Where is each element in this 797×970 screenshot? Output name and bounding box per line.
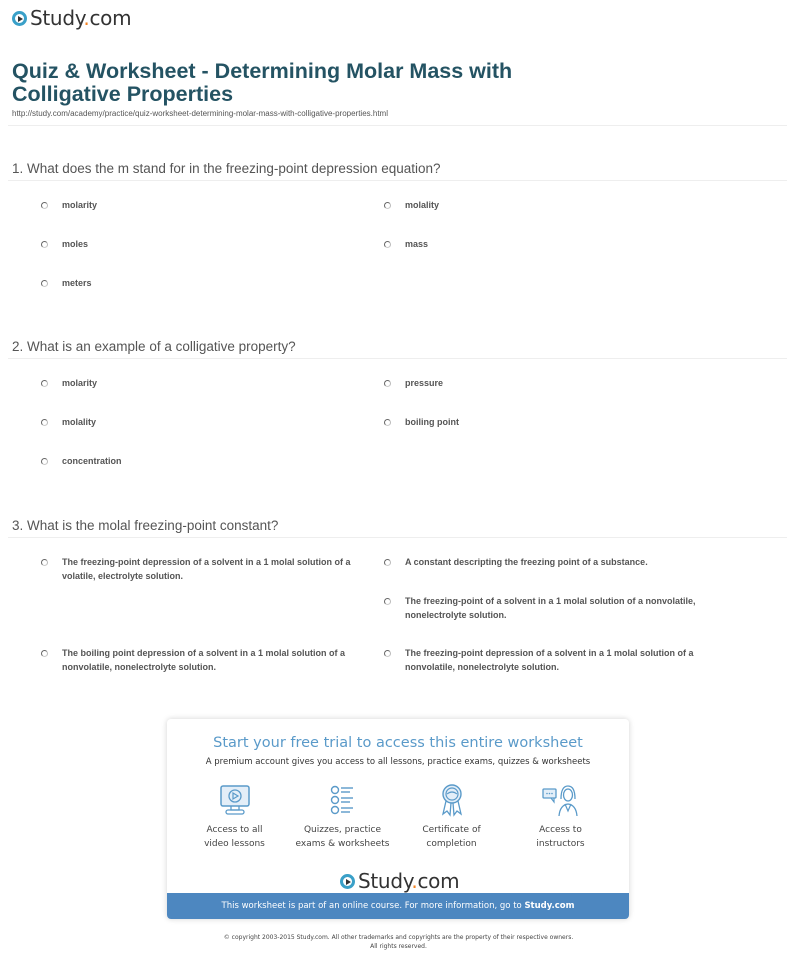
feature-instructors: Access to instructors bbox=[503, 783, 618, 851]
q1-option-moles[interactable]: moles bbox=[41, 237, 362, 251]
question-3: 3. What is the molal freezing-point constant? bbox=[12, 518, 279, 533]
feature-video-lessons: Access to all video lessons bbox=[177, 783, 292, 851]
radio-button[interactable] bbox=[41, 280, 48, 287]
course-info-bar: This worksheet is part of an online course. For more information, go to Study.com bbox=[167, 893, 629, 919]
promo-headline[interactable]: Start your free trial to access this entire worksheet bbox=[213, 735, 583, 751]
radio-button[interactable] bbox=[384, 419, 391, 426]
divider bbox=[8, 125, 787, 126]
instructor-chat-icon bbox=[541, 783, 581, 817]
radio-button[interactable] bbox=[41, 419, 48, 426]
q1-option-molality[interactable]: molality bbox=[384, 198, 705, 212]
q3-option-b[interactable]: A constant descripting the freezing point of a substance. bbox=[384, 555, 705, 569]
q3-option-d[interactable]: The boiling point depression of a solvent in a 1 molal solution of a nonvolatile, nonelectrolyte solution. bbox=[41, 646, 362, 674]
q2-option-molarity[interactable]: molarity bbox=[41, 376, 362, 390]
radio-button[interactable] bbox=[384, 241, 391, 248]
radio-button[interactable] bbox=[41, 650, 48, 657]
q2-option-molality[interactable]: molality bbox=[41, 415, 362, 429]
radio-button[interactable] bbox=[384, 559, 391, 566]
divider bbox=[8, 358, 787, 359]
study-link[interactable]: Study.com bbox=[524, 901, 575, 911]
radio-button[interactable] bbox=[384, 650, 391, 657]
q1-option-meters[interactable]: meters bbox=[41, 276, 362, 290]
study-logo[interactable] bbox=[12, 6, 131, 30]
video-monitor-icon bbox=[218, 783, 252, 817]
radio-button[interactable] bbox=[384, 380, 391, 387]
promo-subtext: A premium account gives you access to all lessons, practice exams, quizzes & worksheets bbox=[205, 757, 591, 767]
radio-button[interactable] bbox=[384, 202, 391, 209]
q3-option-a[interactable]: The freezing-point depression of a solvent in a 1 molal solution of a volatile, electrolyte solution. bbox=[41, 555, 362, 583]
page-url: http://study.com/academy/practice/quiz-worksheet-determining-molar-mass-with-colligative-properties.html bbox=[12, 109, 388, 118]
q2-option-pressure[interactable]: pressure bbox=[384, 376, 705, 390]
radio-button[interactable] bbox=[41, 241, 48, 248]
divider bbox=[8, 537, 787, 538]
q1-option-mass[interactable]: mass bbox=[384, 237, 705, 251]
free-trial-promo bbox=[167, 719, 629, 919]
certificate-ribbon-icon bbox=[435, 783, 469, 817]
study-logo-promo[interactable] bbox=[340, 869, 459, 893]
radio-button[interactable] bbox=[41, 202, 48, 209]
play-circle-icon bbox=[12, 11, 27, 26]
radio-button[interactable] bbox=[41, 559, 48, 566]
play-circle-icon bbox=[340, 874, 355, 889]
divider bbox=[8, 180, 787, 181]
q3-option-e[interactable]: The freezing-point depression of a solvent in a 1 molal solution of a nonvolatile, nonelectrolyte solution. bbox=[384, 646, 705, 674]
radio-button[interactable] bbox=[41, 380, 48, 387]
page-title: Quiz & Worksheet - Determining Molar Mass with Colligative Properties bbox=[12, 59, 513, 106]
quiz-list-icon bbox=[326, 783, 360, 817]
question-2: 2. What is an example of a colligative property? bbox=[12, 339, 296, 354]
logo-wordmark: Study.com bbox=[30, 6, 132, 30]
copyright-footer: © copyright 2003-2015 Study.com. All other trademarks and copyrights are the property of their respective owners. All rights reserved. bbox=[223, 934, 574, 950]
q3-option-c[interactable]: The freezing-point of a solvent in a 1 molal solution of a nonvolatile, nonelectrolyte solution. bbox=[384, 594, 705, 622]
logo-wordmark: Study.com bbox=[358, 869, 460, 893]
feature-certificate: Certificate of completion bbox=[394, 783, 509, 851]
feature-quizzes: Quizzes, practice exams & worksheets bbox=[285, 783, 400, 851]
q1-option-molarity[interactable]: molarity bbox=[41, 198, 362, 212]
q2-option-concentration[interactable]: concentration bbox=[41, 454, 362, 468]
question-1: 1. What does the m stand for in the freezing-point depression equation? bbox=[12, 161, 441, 176]
q2-option-boiling-point[interactable]: boiling point bbox=[384, 415, 705, 429]
radio-button[interactable] bbox=[41, 458, 48, 465]
radio-button[interactable] bbox=[384, 598, 391, 605]
